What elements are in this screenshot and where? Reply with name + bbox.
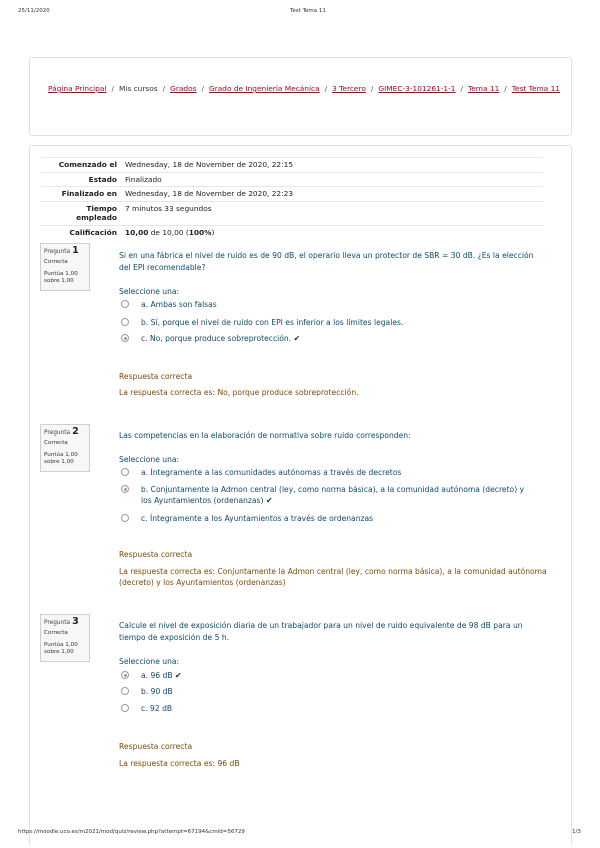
summary-value: Finalizado	[121, 172, 543, 187]
radio-button-selected[interactable]	[121, 671, 129, 679]
answer-option[interactable]	[121, 317, 531, 328]
question-number: Pregunta 3	[44, 616, 79, 627]
feedback-answer: La respuesta correcta es: No, porque produce sobreprotección.	[119, 388, 359, 397]
radio-button[interactable]	[121, 704, 129, 712]
print-title: Test Tema 11	[290, 8, 326, 14]
grade-score: 10,00	[125, 227, 149, 237]
question-info-1	[40, 243, 90, 291]
question-points: Puntúa 1,00 sobre 1,00	[44, 452, 78, 465]
print-footer-url: https://moodle.uco.es/m2021/mod/quiz/review.php?attempt=67194&cmid=56729	[18, 829, 245, 835]
summary-label: Estado	[41, 172, 121, 187]
summary-row-finished	[41, 187, 543, 202]
question-points: Puntúa 1,00 sobre 1,00	[44, 271, 78, 284]
summary-value: 7 minutos 33 segundos	[121, 201, 543, 225]
breadcrumb-year-link[interactable]: 3 Tercero	[332, 84, 366, 93]
breadcrumb-topic-link[interactable]: Tema 11	[467, 84, 500, 93]
radio-button[interactable]	[121, 468, 129, 476]
breadcrumb-my-courses: Mis cursos	[118, 84, 158, 93]
answer-option[interactable]	[121, 467, 531, 478]
summary-value: Wednesday, 18 de November de 2020, 22:15	[121, 158, 543, 173]
summary-row-state	[41, 172, 543, 187]
radio-button[interactable]	[121, 300, 129, 308]
summary-label: Tiempo empleado	[41, 201, 121, 225]
option-label: b. Sí, porque el nivel de ruido con EPI es inferior a los límites legales.	[141, 318, 404, 327]
breadcrumb-card	[29, 57, 572, 136]
answer-option-selected[interactable]	[121, 333, 531, 344]
breadcrumb	[48, 84, 560, 93]
check-icon: ✔	[293, 334, 301, 343]
breadcrumb-separator: /	[504, 84, 507, 93]
feedback-title: Respuesta correcta	[119, 372, 193, 381]
breadcrumb-quiz-link[interactable]: Test Tema 11	[511, 84, 560, 93]
breadcrumb-separator: /	[460, 84, 463, 93]
answer-prompt: Seleccione una:	[119, 287, 180, 296]
summary-row-grade	[41, 225, 543, 239]
breadcrumb-home-link[interactable]: Página Principal	[48, 84, 107, 93]
breadcrumb-degree-link[interactable]: Grado de Ingeniería Mecánica	[208, 84, 320, 93]
check-icon: ✔	[175, 671, 182, 680]
question-status: Correcta	[44, 630, 68, 636]
breadcrumb-grados-link[interactable]: Grados	[170, 84, 197, 93]
summary-row-started	[41, 158, 543, 173]
breadcrumb-separator: /	[111, 84, 114, 93]
summary-row-time	[41, 201, 543, 225]
summary-value: Wednesday, 18 de November de 2020, 22:23	[121, 187, 543, 202]
summary-label: Comenzado el	[41, 158, 121, 173]
answer-option[interactable]	[121, 686, 531, 697]
question-text: Si en una fábrica el nivel de ruido es de 90 dB, el operario lleva un protector de SBR = 30 dB. ¿Es la elección del EPI recomendable?	[119, 251, 534, 272]
check-icon: ✔	[265, 496, 273, 505]
summary-grade-value	[121, 225, 543, 239]
option-label: a. Ambas son falsas	[141, 300, 217, 309]
answer-option-selected[interactable]	[121, 484, 531, 506]
answer-option[interactable]	[121, 703, 531, 714]
radio-button-selected[interactable]	[121, 334, 129, 342]
print-date: 25/11/2020	[18, 8, 50, 14]
question-number: Pregunta 2	[44, 426, 79, 437]
option-label: c. No, porque produce sobreprotección.	[141, 334, 292, 343]
radio-button[interactable]	[121, 687, 129, 695]
radio-button-selected[interactable]	[121, 485, 129, 493]
answer-prompt: Seleccione una:	[119, 657, 180, 666]
option-label: a. 96 dB	[141, 671, 173, 680]
grade-percent: 100%	[188, 227, 212, 237]
feedback-answer: La respuesta correcta es: 96 dB	[119, 759, 240, 768]
grade-close: )	[211, 227, 215, 237]
option-label: b. 90 dB	[141, 687, 173, 696]
answer-option[interactable]	[121, 299, 531, 310]
breadcrumb-separator: /	[370, 84, 374, 93]
question-status: Correcta	[44, 440, 68, 446]
summary-label: Calificación	[41, 225, 121, 239]
breadcrumb-separator: /	[324, 84, 328, 93]
question-text: Calcule el nivel de exposición diaria de un trabajador para un nivel de ruido equivalente de 98 dB para un tiempo de exposición de 5 h.	[119, 621, 523, 642]
question-info-3	[40, 614, 90, 662]
breadcrumb-course-link[interactable]: GIMEC-3-101261-1-1	[378, 84, 456, 93]
option-label: a. Íntegramente a las comunidades autónomas a través de decretos	[141, 468, 402, 477]
option-label: b. Conjuntamente la Admon central (ley, como norma básica), a la comunidad autónoma (decreto) y los Ayuntamientos (ordenanzas)	[141, 485, 525, 505]
attempt-summary-table	[41, 157, 543, 239]
breadcrumb-separator: /	[162, 84, 166, 93]
option-label: c. Íntegramente a los Ayuntamientos a través de ordenanzas	[141, 514, 374, 523]
radio-button[interactable]	[121, 318, 129, 326]
feedback-title: Respuesta correcta	[119, 742, 193, 751]
question-points: Puntúa 1,00 sobre 1,00	[44, 642, 78, 655]
answer-prompt: Seleccione una:	[119, 455, 180, 464]
breadcrumb-separator: /	[201, 84, 204, 93]
radio-button[interactable]	[121, 514, 129, 522]
question-text: Las competencias en la elaboración de normativa sobre ruido corresponden:	[119, 431, 411, 440]
print-footer-page: 1/3	[572, 829, 581, 835]
question-number: Pregunta 1	[44, 245, 79, 256]
option-label: c. 92 dB	[141, 704, 173, 713]
question-info-2	[40, 424, 90, 472]
feedback-title: Respuesta correcta	[119, 550, 193, 559]
answer-option[interactable]	[121, 513, 531, 524]
answer-option-selected[interactable]	[121, 670, 531, 681]
question-status: Correcta	[44, 259, 68, 265]
summary-label: Finalizado en	[41, 187, 121, 202]
feedback-answer: La respuesta correcta es: Conjuntamente la Admon central (ley, como norma básica), a la comunidad autónoma (decreto) y los Ayuntamientos (ordenanzas)	[119, 567, 547, 587]
grade-rest: de 10,00 (	[148, 227, 189, 237]
